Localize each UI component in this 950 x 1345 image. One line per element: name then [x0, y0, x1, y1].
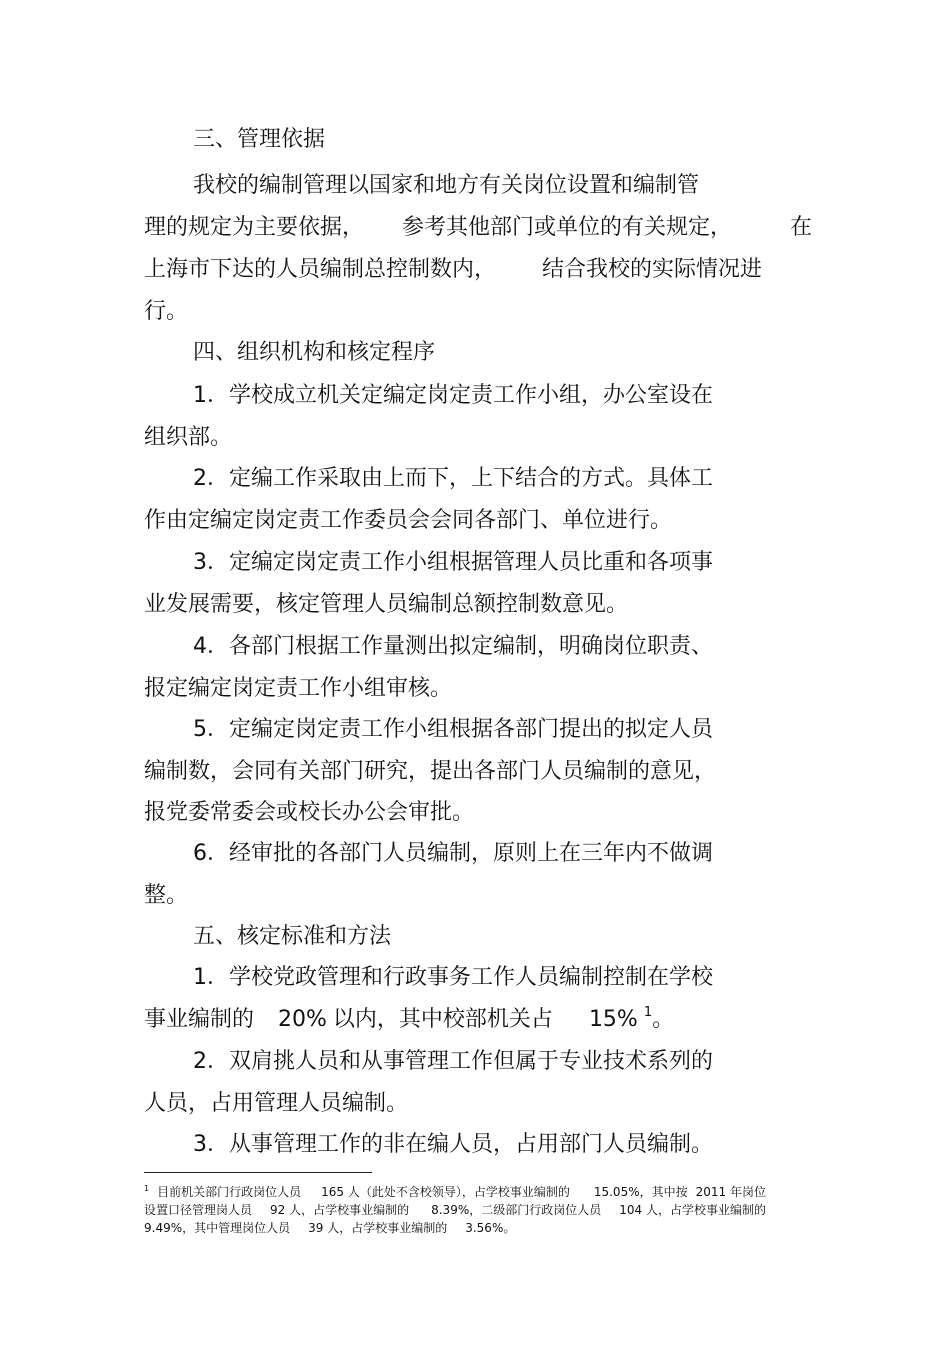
s4-item-3-line-2: 业发展需要，核定管理人员编制总额控制数意见。 — [144, 592, 629, 617]
s4-item-2-line-1: 2．定编工作采取由上而下，上下结合的方式。具体工 — [193, 466, 713, 491]
s4-item-4-line-2: 报定编定岗定责工作小组审核。 — [144, 676, 453, 701]
s5-item-1-line-1: 1．学校党政管理和行政事务工作人员编制控制在学校 — [193, 965, 713, 990]
s5-item-1-line-2: 事业编制的 20% 以内，其中校部机关占 15% $^1$。 — [144, 1005, 675, 1032]
s5-item-2-line-2: 人员，占用管理人员编制。 — [144, 1091, 409, 1116]
section-3-heading: 三、管理依据 — [193, 127, 326, 152]
s3-paragraph-line-4: 行。 — [144, 299, 189, 324]
footnote-separator — [144, 1172, 372, 1173]
footnote-line-2: 设置口径管理岗人员 92 人，占学校事业编制的 8.39%，二级部门行政岗位人员 104 人，占学校事业编制的 — [144, 1203, 766, 1217]
s4-item-2-line-2: 作由定编定岗定责工作委员会会同各部门、单位进行。 — [144, 508, 673, 533]
s4-item-5-line-1: 5．定编定岗定责工作小组根据各部门提出的拟定人员 — [193, 717, 713, 742]
footnote-mark: 1 — [144, 1184, 150, 1193]
s3-paragraph-line-1: 我校的编制管理以国家和地方有关岗位设置和编制管 — [193, 173, 700, 198]
s4-item-3-line-1: 3．定编定岗定责工作小组根据管理人员比重和各项事 — [193, 550, 713, 575]
s5-item-2-line-1: 2．双肩挑人员和从事管理工作但属于专业技术系列的 — [193, 1049, 713, 1074]
s3-paragraph-line-3: 上海市下达的人员编制总控制数内， 结合我校的实际情况进 — [144, 257, 763, 282]
footnote-line-3: 9.49%，其中管理岗位人员 39 人，占学校事业编制的 3.56%。 — [144, 1221, 516, 1235]
s4-item-6-line-2: 整。 — [144, 883, 189, 908]
s4-item-1-line-2: 组织部。 — [144, 425, 233, 450]
s4-item-6-line-1: 6．经审批的各部门人员编制，原则上在三年内不做调 — [193, 841, 713, 866]
section-4-heading: 四、组织机构和核定程序 — [193, 340, 436, 365]
s4-item-5-line-2: 编制数，会同有关部门研究，提出各部门人员编制的意见， — [144, 759, 717, 784]
section-5-heading: 五、核定标准和方法 — [193, 924, 392, 949]
s3-paragraph-line-2: 理的规定为主要依据， 参考其他部门或单位的有关规定， 在 — [144, 215, 813, 240]
footnote-reference[interactable]: 1 — [643, 1005, 653, 1020]
s4-item-4-line-1: 4．各部门根据工作量测出拟定编制，明确岗位职责、 — [193, 634, 713, 659]
s5-item-3: 3．从事管理工作的非在编人员，占用部门人员编制。 — [193, 1132, 713, 1157]
s4-item-1-line-1: 1．学校成立机关定编定岗定责工作小组，办公室设在 — [193, 383, 713, 408]
s4-item-5-line-3: 报党委常委会或校长办公会审批。 — [144, 800, 475, 825]
footnote-line-1: $^1$ 目前机关部门行政岗位人员 165 人（此处不含校领导），占学校事业编制的 15.05%，其中按 2011 年岗位 — [144, 1184, 766, 1199]
